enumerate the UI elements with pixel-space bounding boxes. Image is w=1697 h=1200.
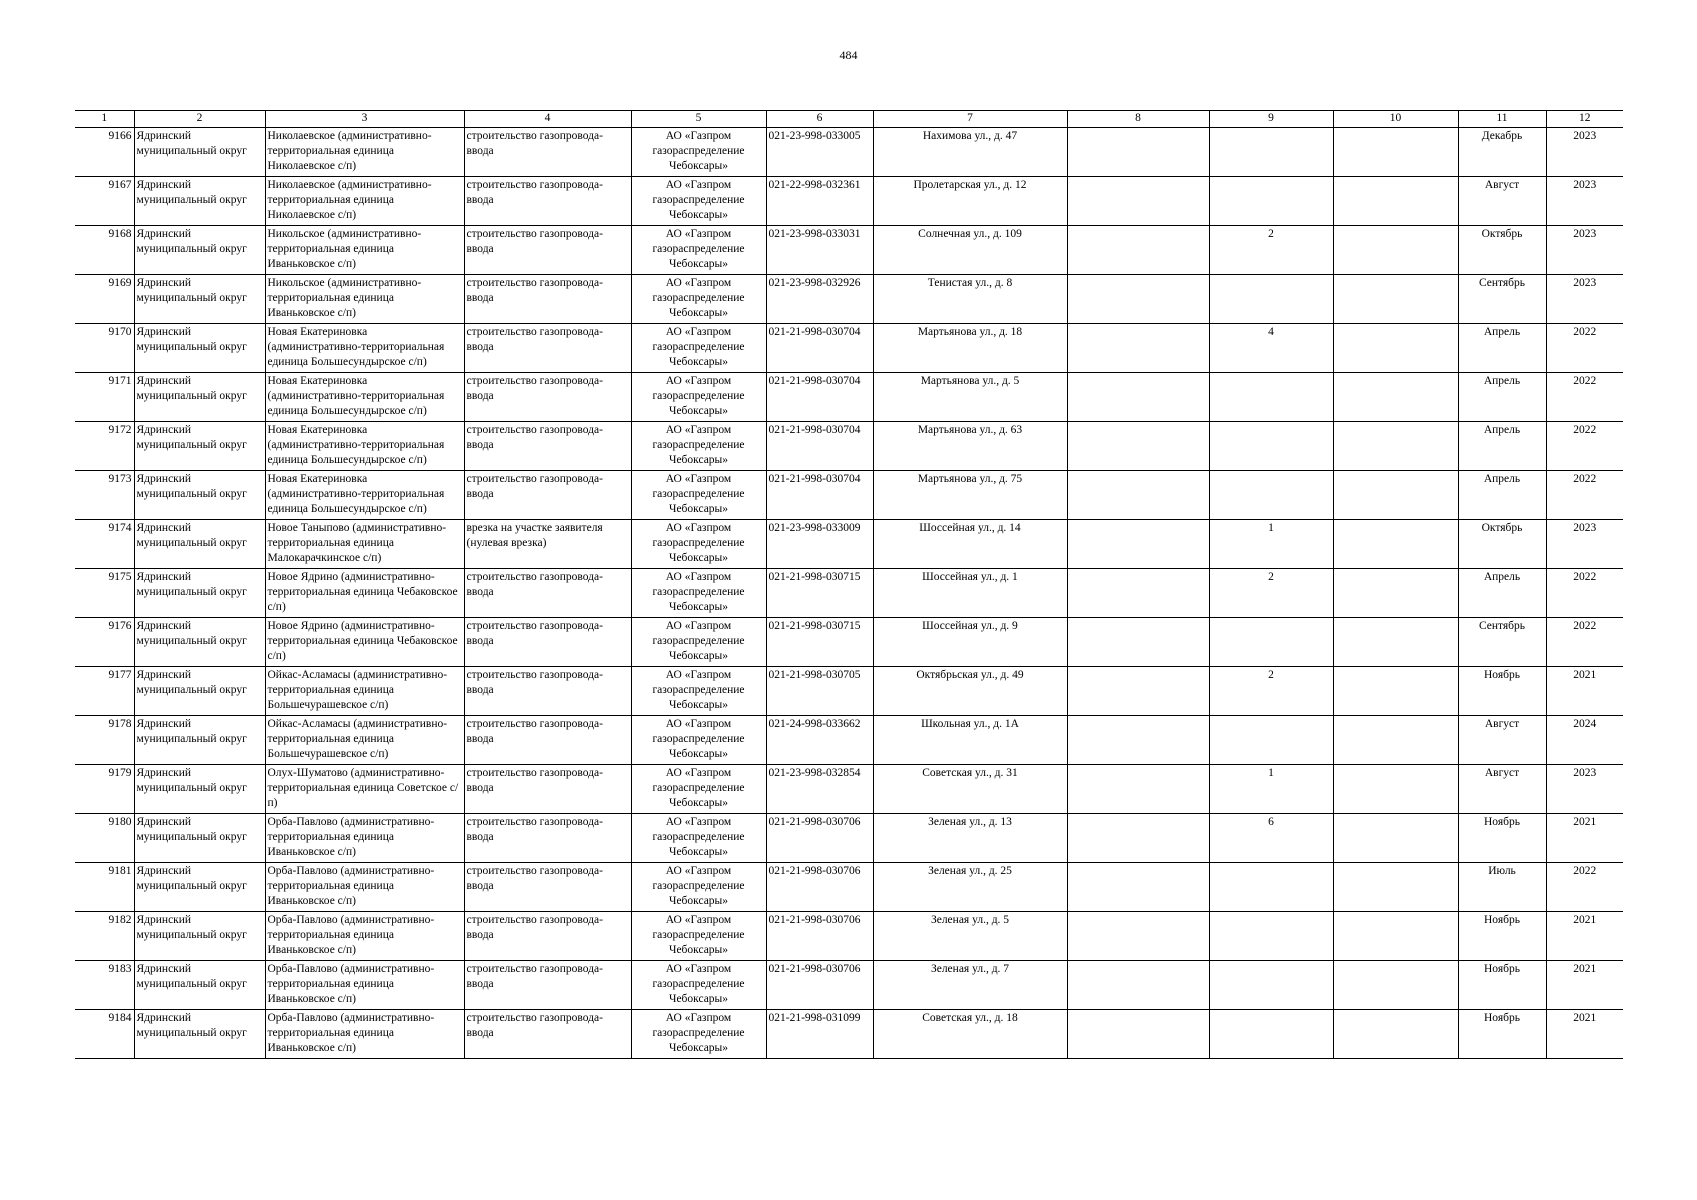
- column-10-cell: [1333, 324, 1458, 373]
- column-9-cell: [1209, 912, 1333, 961]
- row-number-cell: 9184: [75, 1010, 134, 1059]
- organization-cell: АО «Газпром газораспределение Чебоксары»: [631, 814, 766, 863]
- organization-cell: АО «Газпром газораспределение Чебоксары»: [631, 177, 766, 226]
- address-cell: Нахимова ул., д. 47: [873, 128, 1067, 177]
- municipality-cell: Ядринский муниципальный округ: [134, 275, 265, 324]
- municipality-cell: Ядринский муниципальный округ: [134, 912, 265, 961]
- address-cell: Зеленая ул., д. 7: [873, 961, 1067, 1010]
- column-10-cell: [1333, 422, 1458, 471]
- row-number-cell: 9173: [75, 471, 134, 520]
- municipality-cell: Ядринский муниципальный округ: [134, 520, 265, 569]
- year-cell: 2021: [1546, 814, 1623, 863]
- work-type-cell: строительство газопровода-ввода: [464, 177, 631, 226]
- column-9-cell: 2: [1209, 667, 1333, 716]
- year-cell: 2022: [1546, 373, 1623, 422]
- address-cell: Мартьянова ул., д. 5: [873, 373, 1067, 422]
- application-number-cell: 021-21-998-030706: [766, 814, 873, 863]
- month-cell: Ноябрь: [1458, 814, 1546, 863]
- header-row: [75, 111, 1623, 128]
- column-header: 9: [1209, 111, 1333, 128]
- settlement-cell: Орба-Павлово (административно-территориальная единица Иваньковское с/п): [265, 863, 464, 912]
- table-row: [75, 128, 1623, 177]
- organization-cell: АО «Газпром газораспределение Чебоксары»: [631, 765, 766, 814]
- settlement-cell: Новая Екатериновка (административно-территориальная единица Большесундырское с/п): [265, 471, 464, 520]
- application-number-cell: 021-21-998-030704: [766, 422, 873, 471]
- organization-cell: АО «Газпром газораспределение Чебоксары»: [631, 128, 766, 177]
- settlement-cell: Николаевское (административно-территориальная единица Николаевское с/п): [265, 177, 464, 226]
- year-cell: 2022: [1546, 471, 1623, 520]
- column-header: 12: [1546, 111, 1623, 128]
- month-cell: Ноябрь: [1458, 961, 1546, 1010]
- organization-cell: АО «Газпром газораспределение Чебоксары»: [631, 618, 766, 667]
- year-cell: 2022: [1546, 618, 1623, 667]
- work-type-cell: строительство газопровода-ввода: [464, 324, 631, 373]
- column-header: 8: [1067, 111, 1209, 128]
- month-cell: Сентябрь: [1458, 275, 1546, 324]
- application-number-cell: 021-21-998-031099: [766, 1010, 873, 1059]
- settlement-cell: Орба-Павлово (административно-территориальная единица Иваньковское с/п): [265, 961, 464, 1010]
- organization-cell: АО «Газпром газораспределение Чебоксары»: [631, 275, 766, 324]
- application-number-cell: 021-21-998-030705: [766, 667, 873, 716]
- work-type-cell: строительство газопровода-ввода: [464, 667, 631, 716]
- organization-cell: АО «Газпром газораспределение Чебоксары»: [631, 863, 766, 912]
- address-cell: Солнечная ул., д. 109: [873, 226, 1067, 275]
- work-type-cell: строительство газопровода-ввода: [464, 765, 631, 814]
- column-10-cell: [1333, 275, 1458, 324]
- column-9-cell: [1209, 618, 1333, 667]
- settlement-cell: Новое Таныпово (административно-территориальная единица Малокарачкинское с/п): [265, 520, 464, 569]
- municipality-cell: Ядринский муниципальный округ: [134, 667, 265, 716]
- column-9-cell: [1209, 716, 1333, 765]
- column-header: 4: [464, 111, 631, 128]
- month-cell: Август: [1458, 765, 1546, 814]
- row-number-cell: 9177: [75, 667, 134, 716]
- table-row: [75, 863, 1623, 912]
- column-10-cell: [1333, 863, 1458, 912]
- address-cell: Шоссейная ул., д. 1: [873, 569, 1067, 618]
- application-number-cell: 021-23-998-033005: [766, 128, 873, 177]
- table-row: [75, 1010, 1623, 1059]
- column-9-cell: [1209, 177, 1333, 226]
- settlement-cell: Ойкас-Асламасы (административно-территориальная единица Большечурашевское с/п): [265, 716, 464, 765]
- column-header: 11: [1458, 111, 1546, 128]
- row-number-cell: 9174: [75, 520, 134, 569]
- column-10-cell: [1333, 471, 1458, 520]
- work-type-cell: строительство газопровода-ввода: [464, 863, 631, 912]
- settlement-cell: Никольское (административно-территориальная единица Иваньковское с/п): [265, 275, 464, 324]
- column-8-cell: [1067, 569, 1209, 618]
- table-row: [75, 471, 1623, 520]
- work-type-cell: строительство газопровода-ввода: [464, 618, 631, 667]
- year-cell: 2022: [1546, 324, 1623, 373]
- column-8-cell: [1067, 814, 1209, 863]
- address-cell: Советская ул., д. 18: [873, 1010, 1067, 1059]
- work-type-cell: строительство газопровода-ввода: [464, 961, 631, 1010]
- work-type-cell: строительство газопровода-ввода: [464, 128, 631, 177]
- table-row: [75, 373, 1623, 422]
- year-cell: 2023: [1546, 128, 1623, 177]
- table-row: [75, 667, 1623, 716]
- column-8-cell: [1067, 618, 1209, 667]
- application-number-cell: 021-21-998-030706: [766, 863, 873, 912]
- month-cell: Сентябрь: [1458, 618, 1546, 667]
- gas-connection-table: [75, 110, 1623, 1059]
- year-cell: 2022: [1546, 569, 1623, 618]
- table-row: [75, 520, 1623, 569]
- column-10-cell: [1333, 373, 1458, 422]
- table-row: [75, 177, 1623, 226]
- month-cell: Август: [1458, 177, 1546, 226]
- settlement-cell: Никольское (административно-территориальная единица Иваньковское с/п): [265, 226, 464, 275]
- column-8-cell: [1067, 373, 1209, 422]
- column-9-cell: 1: [1209, 520, 1333, 569]
- month-cell: Ноябрь: [1458, 912, 1546, 961]
- municipality-cell: Ядринский муниципальный округ: [134, 765, 265, 814]
- year-cell: 2024: [1546, 716, 1623, 765]
- address-cell: Октябрьская ул., д. 49: [873, 667, 1067, 716]
- column-10-cell: [1333, 716, 1458, 765]
- settlement-cell: Орба-Павлово (административно-территориальная единица Иваньковское с/п): [265, 814, 464, 863]
- column-10-cell: [1333, 569, 1458, 618]
- work-type-cell: строительство газопровода-ввода: [464, 422, 631, 471]
- organization-cell: АО «Газпром газораспределение Чебоксары»: [631, 324, 766, 373]
- column-10-cell: [1333, 128, 1458, 177]
- column-header: 6: [766, 111, 873, 128]
- organization-cell: АО «Газпром газораспределение Чебоксары»: [631, 471, 766, 520]
- address-cell: Тенистая ул., д. 8: [873, 275, 1067, 324]
- column-8-cell: [1067, 128, 1209, 177]
- year-cell: 2022: [1546, 422, 1623, 471]
- row-number-cell: 9166: [75, 128, 134, 177]
- application-number-cell: 021-22-998-032361: [766, 177, 873, 226]
- work-type-cell: строительство газопровода-ввода: [464, 814, 631, 863]
- application-number-cell: 021-23-998-033009: [766, 520, 873, 569]
- year-cell: 2023: [1546, 226, 1623, 275]
- year-cell: 2021: [1546, 1010, 1623, 1059]
- address-cell: Советская ул., д. 31: [873, 765, 1067, 814]
- application-number-cell: 021-21-998-030704: [766, 471, 873, 520]
- municipality-cell: Ядринский муниципальный округ: [134, 324, 265, 373]
- settlement-cell: Николаевское (административно-территориальная единица Николаевское с/п): [265, 128, 464, 177]
- column-10-cell: [1333, 961, 1458, 1010]
- municipality-cell: Ядринский муниципальный округ: [134, 422, 265, 471]
- table-row: [75, 226, 1623, 275]
- settlement-cell: Новая Екатериновка (административно-территориальная единица Большесундырское с/п): [265, 373, 464, 422]
- settlement-cell: Новое Ядрино (административно-территориальная единица Чебаковское с/п): [265, 618, 464, 667]
- work-type-cell: строительство газопровода-ввода: [464, 226, 631, 275]
- table-row: [75, 961, 1623, 1010]
- month-cell: Октябрь: [1458, 226, 1546, 275]
- column-10-cell: [1333, 177, 1458, 226]
- table-header: [75, 111, 1623, 128]
- column-9-cell: 6: [1209, 814, 1333, 863]
- address-cell: Шоссейная ул., д. 14: [873, 520, 1067, 569]
- application-number-cell: 021-21-998-030706: [766, 961, 873, 1010]
- month-cell: Октябрь: [1458, 520, 1546, 569]
- application-number-cell: 021-21-998-030706: [766, 912, 873, 961]
- organization-cell: АО «Газпром газораспределение Чебоксары»: [631, 912, 766, 961]
- row-number-cell: 9172: [75, 422, 134, 471]
- application-number-cell: 021-23-998-032854: [766, 765, 873, 814]
- month-cell: Апрель: [1458, 324, 1546, 373]
- year-cell: 2021: [1546, 912, 1623, 961]
- year-cell: 2021: [1546, 961, 1623, 1010]
- address-cell: Пролетарская ул., д. 12: [873, 177, 1067, 226]
- municipality-cell: Ядринский муниципальный округ: [134, 814, 265, 863]
- address-cell: Школьная ул., д. 1А: [873, 716, 1067, 765]
- settlement-cell: Новая Екатериновка (административно-территориальная единица Большесундырское с/п): [265, 422, 464, 471]
- column-10-cell: [1333, 912, 1458, 961]
- column-header: 10: [1333, 111, 1458, 128]
- column-10-cell: [1333, 765, 1458, 814]
- address-cell: Зеленая ул., д. 5: [873, 912, 1067, 961]
- address-cell: Мартьянова ул., д. 18: [873, 324, 1067, 373]
- column-9-cell: [1209, 128, 1333, 177]
- application-number-cell: 021-21-998-030715: [766, 618, 873, 667]
- municipality-cell: Ядринский муниципальный округ: [134, 863, 265, 912]
- application-number-cell: 021-21-998-030704: [766, 373, 873, 422]
- settlement-cell: Орба-Павлово (административно-территориальная единица Иваньковское с/п): [265, 1010, 464, 1059]
- column-9-cell: [1209, 275, 1333, 324]
- column-header: 2: [134, 111, 265, 128]
- work-type-cell: врезка на участке заявителя (нулевая врезка): [464, 520, 631, 569]
- address-cell: Зеленая ул., д. 13: [873, 814, 1067, 863]
- month-cell: Апрель: [1458, 471, 1546, 520]
- organization-cell: АО «Газпром газораспределение Чебоксары»: [631, 1010, 766, 1059]
- column-9-cell: 1: [1209, 765, 1333, 814]
- settlement-cell: Орба-Павлово (административно-территориальная единица Иваньковское с/п): [265, 912, 464, 961]
- row-number-cell: 9176: [75, 618, 134, 667]
- column-9-cell: 2: [1209, 569, 1333, 618]
- municipality-cell: Ядринский муниципальный округ: [134, 177, 265, 226]
- column-8-cell: [1067, 226, 1209, 275]
- column-8-cell: [1067, 520, 1209, 569]
- municipality-cell: Ядринский муниципальный округ: [134, 373, 265, 422]
- municipality-cell: Ядринский муниципальный округ: [134, 716, 265, 765]
- organization-cell: АО «Газпром газораспределение Чебоксары»: [631, 226, 766, 275]
- work-type-cell: строительство газопровода-ввода: [464, 373, 631, 422]
- settlement-cell: Олух-Шуматово (административно-территориальная единица Советское с/п): [265, 765, 464, 814]
- column-header: 5: [631, 111, 766, 128]
- month-cell: Апрель: [1458, 373, 1546, 422]
- municipality-cell: Ядринский муниципальный округ: [134, 569, 265, 618]
- address-cell: Мартьянова ул., д. 63: [873, 422, 1067, 471]
- column-9-cell: [1209, 961, 1333, 1010]
- organization-cell: АО «Газпром газораспределение Чебоксары»: [631, 961, 766, 1010]
- month-cell: Июль: [1458, 863, 1546, 912]
- row-number-cell: 9178: [75, 716, 134, 765]
- row-number-cell: 9182: [75, 912, 134, 961]
- column-10-cell: [1333, 1010, 1458, 1059]
- column-10-cell: [1333, 226, 1458, 275]
- column-9-cell: [1209, 471, 1333, 520]
- application-number-cell: 021-23-998-033031: [766, 226, 873, 275]
- organization-cell: АО «Газпром газораспределение Чебоксары»: [631, 716, 766, 765]
- organization-cell: АО «Газпром газораспределение Чебоксары»: [631, 520, 766, 569]
- work-type-cell: строительство газопровода-ввода: [464, 912, 631, 961]
- address-cell: Мартьянова ул., д. 75: [873, 471, 1067, 520]
- settlement-cell: Новое Ядрино (административно-территориальная единица Чебаковское с/п): [265, 569, 464, 618]
- organization-cell: АО «Газпром газораспределение Чебоксары»: [631, 569, 766, 618]
- municipality-cell: Ядринский муниципальный округ: [134, 618, 265, 667]
- month-cell: Август: [1458, 716, 1546, 765]
- year-cell: 2021: [1546, 667, 1623, 716]
- application-number-cell: 021-24-998-033662: [766, 716, 873, 765]
- row-number-cell: 9183: [75, 961, 134, 1010]
- column-10-cell: [1333, 814, 1458, 863]
- table-row: [75, 275, 1623, 324]
- column-9-cell: [1209, 863, 1333, 912]
- page-number: 484: [839, 48, 858, 62]
- column-8-cell: [1067, 765, 1209, 814]
- table-row: [75, 716, 1623, 765]
- work-type-cell: строительство газопровода-ввода: [464, 716, 631, 765]
- organization-cell: АО «Газпром газораспределение Чебоксары»: [631, 373, 766, 422]
- table-row: [75, 569, 1623, 618]
- table-body: [75, 128, 1623, 1059]
- table-row: [75, 324, 1623, 373]
- column-9-cell: [1209, 422, 1333, 471]
- column-8-cell: [1067, 863, 1209, 912]
- column-9-cell: 2: [1209, 226, 1333, 275]
- row-number-cell: 9175: [75, 569, 134, 618]
- organization-cell: АО «Газпром газораспределение Чебоксары»: [631, 667, 766, 716]
- row-number-cell: 9181: [75, 863, 134, 912]
- column-9-cell: [1209, 1010, 1333, 1059]
- column-8-cell: [1067, 275, 1209, 324]
- work-type-cell: строительство газопровода-ввода: [464, 1010, 631, 1059]
- column-header: 3: [265, 111, 464, 128]
- column-header: 1: [75, 111, 134, 128]
- municipality-cell: Ядринский муниципальный округ: [134, 471, 265, 520]
- month-cell: Апрель: [1458, 569, 1546, 618]
- column-8-cell: [1067, 716, 1209, 765]
- row-number-cell: 9179: [75, 765, 134, 814]
- table-row: [75, 912, 1623, 961]
- work-type-cell: строительство газопровода-ввода: [464, 275, 631, 324]
- table-row: [75, 814, 1623, 863]
- month-cell: Декабрь: [1458, 128, 1546, 177]
- row-number-cell: 9169: [75, 275, 134, 324]
- settlement-cell: Новая Екатериновка (административно-территориальная единица Большесундырское с/п): [265, 324, 464, 373]
- column-header: 7: [873, 111, 1067, 128]
- column-8-cell: [1067, 324, 1209, 373]
- column-10-cell: [1333, 667, 1458, 716]
- year-cell: 2023: [1546, 765, 1623, 814]
- year-cell: 2022: [1546, 863, 1623, 912]
- row-number-cell: 9167: [75, 177, 134, 226]
- application-number-cell: 021-23-998-032926: [766, 275, 873, 324]
- column-9-cell: [1209, 373, 1333, 422]
- row-number-cell: 9171: [75, 373, 134, 422]
- column-10-cell: [1333, 520, 1458, 569]
- municipality-cell: Ядринский муниципальный округ: [134, 961, 265, 1010]
- address-cell: Шоссейная ул., д. 9: [873, 618, 1067, 667]
- application-number-cell: 021-21-998-030704: [766, 324, 873, 373]
- column-8-cell: [1067, 667, 1209, 716]
- column-10-cell: [1333, 618, 1458, 667]
- month-cell: Ноябрь: [1458, 1010, 1546, 1059]
- work-type-cell: строительство газопровода-ввода: [464, 569, 631, 618]
- column-8-cell: [1067, 961, 1209, 1010]
- year-cell: 2023: [1546, 520, 1623, 569]
- table-row: [75, 765, 1623, 814]
- row-number-cell: 9180: [75, 814, 134, 863]
- application-number-cell: 021-21-998-030715: [766, 569, 873, 618]
- municipality-cell: Ядринский муниципальный округ: [134, 226, 265, 275]
- column-8-cell: [1067, 177, 1209, 226]
- table-row: [75, 422, 1623, 471]
- work-type-cell: строительство газопровода-ввода: [464, 471, 631, 520]
- municipality-cell: Ядринский муниципальный округ: [134, 128, 265, 177]
- column-8-cell: [1067, 912, 1209, 961]
- year-cell: 2023: [1546, 275, 1623, 324]
- column-8-cell: [1067, 471, 1209, 520]
- municipality-cell: Ядринский муниципальный округ: [134, 1010, 265, 1059]
- row-number-cell: 9168: [75, 226, 134, 275]
- column-9-cell: 4: [1209, 324, 1333, 373]
- table-row: [75, 618, 1623, 667]
- column-8-cell: [1067, 422, 1209, 471]
- settlement-cell: Ойкас-Асламасы (административно-территориальная единица Большечурашевское с/п): [265, 667, 464, 716]
- organization-cell: АО «Газпром газораспределение Чебоксары»: [631, 422, 766, 471]
- row-number-cell: 9170: [75, 324, 134, 373]
- month-cell: Ноябрь: [1458, 667, 1546, 716]
- year-cell: 2023: [1546, 177, 1623, 226]
- address-cell: Зеленая ул., д. 25: [873, 863, 1067, 912]
- month-cell: Апрель: [1458, 422, 1546, 471]
- column-8-cell: [1067, 1010, 1209, 1059]
